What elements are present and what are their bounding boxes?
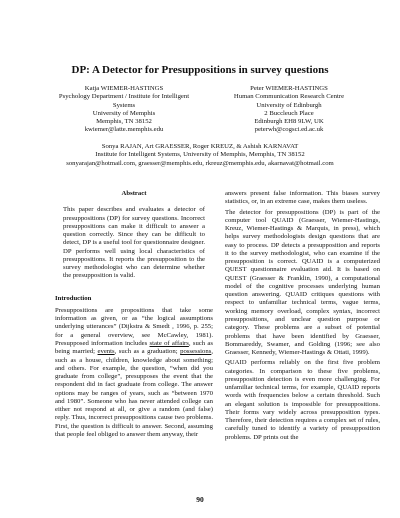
joint-author-names: Sonya RAJAN, Art GRAESSER, Roger KREUZ, & Ashish KARNAVAT xyxy=(101,143,299,150)
right-column xyxy=(225,190,380,444)
author-right xyxy=(214,85,364,135)
abstract-heading: Abstract xyxy=(121,190,147,197)
paper-title: DP: A Detector for Presuppositions in survey questions xyxy=(71,64,329,76)
abstract-text: This paper describes and evaluates a detector of presuppositions (DP) for survey questions. Incorrect presuppositions can make it difficult to answer a question correctly. Since they can be difficult to detect, DP is a useful tool for questionnaire designer. DP performs well using local characteristics of presuppositions. It reports the presupposition to the survey methodologist who can determine whether the presupposition is valid. xyxy=(63,206,205,280)
author-city: Memphis, TN 38152 xyxy=(96,118,152,126)
author-university: University of Edinburgh xyxy=(256,101,322,109)
joint-affiliation: Institute for Intelligent Systems, University of Memphis, Memphis, TN 38152 xyxy=(95,151,305,159)
author-name: Katja WIEMER-HASTINGS xyxy=(84,85,164,92)
author-affiliation: Psychology Department / Institute for Intelligent xyxy=(58,93,190,101)
author-affiliation: Systems xyxy=(112,101,136,109)
intro-underlined-term: events xyxy=(97,348,115,356)
author-university: University of Memphis xyxy=(92,109,156,117)
body-paragraph: The detector for presuppositions (DP) is part of the computer tool QUAID (Graesser, Wiemer-Hastings, Kreuz, Wiemer-Hastings & Marquis, in press), which helps survey methodologists design questions that are easy to process. DP detects a presupposition and reports it to the survey methodologist, who can examine if the presupposition is correct. QUAID is a computerized QUEST questionnaire evaluation aid. It is based on QUEST (Graesser & Franklin, 1990), a computational model of the cognitive processes underlying human question answering. QUAID critiques questions with respect to unfamiliar technical terms, vague terms, working memory overload, complex syntax, incorrect presuppositions, and unclear question purpose or category. These problems are a subset of potential problems that have been identified by Graesser, Bommareddy, Swamer, and Golding (1996; see also Graesser, Kennedy, Wiemer-Hastings & Ottati, 1999). xyxy=(225,208,380,357)
body-paragraph: QUAID performs reliably on the first five problem categories. In comparison to these five problems, presupposition detection is even more challenging. For unfamiliar technical terms, for example, QUAID reports words with frequencies below a certain threshold. Such an elegant solution is impossible for presuppositions. Their forms vary widely across presupposition types. Therefore, their detection requires a complex set of rules, carefully tuned to identify a variety of presupposition problems. DP prints out the xyxy=(225,359,380,441)
page-number: 90 xyxy=(196,495,204,504)
intro-text: Presuppositions are propositions that take some information as given, or as “the logical assumptions underlying utterances” (Dijkstra & Smedt , 1996, p. 255; for a general overview, see McCawley, 1981). Presupposed information includes xyxy=(55,306,213,347)
intro-text: , such as a graduation; xyxy=(114,348,181,356)
intro-text: , such as being married; xyxy=(55,339,213,356)
introduction-heading: Introduction xyxy=(55,294,92,302)
joint-authors xyxy=(0,143,400,168)
author-city: Edinburgh EH8 9LW, UK xyxy=(254,118,324,126)
author-email: kwiemer@latte.memphis.edu xyxy=(84,126,164,134)
author-email: peterwh@cogsci.ed.ac.uk xyxy=(254,126,324,134)
author-name: Peter WIEMER-HASTINGS xyxy=(250,85,328,92)
author-left xyxy=(48,85,200,135)
intro-underlined-term: state of affairs xyxy=(149,339,189,347)
body-paragraph: answers present false information. This biases survey statistics, or, in an extreme case, makes them useless. xyxy=(225,190,380,206)
author-affiliation: Human Communication Research Centre xyxy=(233,93,345,101)
joint-emails: sonyarajan@hotmail.com, graesser@memphis.edu, rkreuz@memphis.edu, akarnavat@hotmail.com xyxy=(66,159,334,167)
intro-text: , such as a house, children, knowledge about something; and others. For example, the question, “when did you graduate from college”, presupposes the event that the respondent did in fact graduate from college. The answer options may be ranges of years, such as “between 1970 and 1980”. Someone who has never attended college can either not respond at all, or give a random (and false) reply. Thus, incorrect presuppositions cause two problems. First, the question is difficult to answer. Second, assuming that people feel obliged to answer them anyway, their xyxy=(55,348,213,438)
introduction-paragraph xyxy=(55,307,213,439)
author-street: 2 Buccleuch Place xyxy=(264,109,314,117)
left-column xyxy=(55,190,213,441)
intro-underlined-term: possessions xyxy=(180,348,212,356)
